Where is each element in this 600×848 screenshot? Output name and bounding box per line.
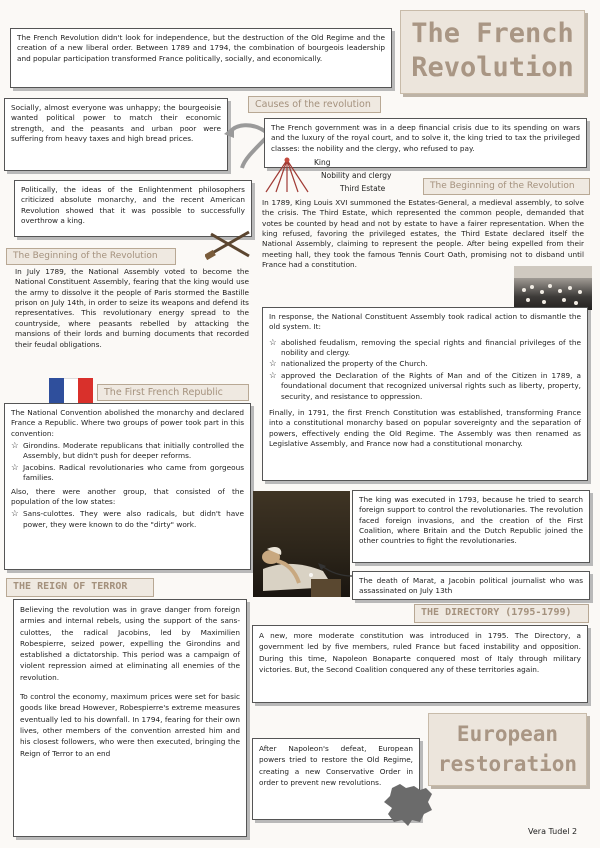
republic-sans: [11, 509, 244, 530]
main-title-line2: Revolution: [411, 52, 574, 83]
social-box: [4, 98, 228, 171]
terror-p1: Believing the revolution was in grave danger from foreign armies and internal rebels, using the support of the sans-culottes, the radical Jacobins, led by Maximilien Robespierre, seized power, expelling the Girondins and established a dictatorship. This period was a campaign of violent repression aimed at eliminating all enemies of the revolution.: [20, 605, 240, 682]
europe-map-icon: [380, 780, 436, 828]
republic-also: Also, there were another group, that consisted of the population of the low states:: [11, 486, 244, 506]
social-text: Socially, almost everyone was unhappy; the bourgeoisie wanted political power to match their economic strength, and the peasants and urban poor were suffering from heavy taxes and high bread prices.: [11, 103, 221, 144]
republic-box: [4, 403, 251, 570]
crossed-muskets-icon: [205, 228, 253, 260]
political-text: Politically, the ideas of the Enlightenment philosophers criticized absolute monarchy, and the recent American Revolution showed that it was possible to successfully overthrow a king.: [21, 185, 245, 226]
constituent-item: ☆ approved the Declaration of the Rights of Man and of the Citizen in 1789, a foundational document that recognized universal rights such as liberty, property, security, and resistance to oppression.: [269, 371, 581, 402]
intro-text: The French Revolution didn't look for independence, but the destruction of the Old Regime and the creation of a new liberal order. Between 1789 and 1794, the combination of bourgeois leadership and popular participation transformed France politically, socially, and economically.: [17, 33, 385, 63]
constituent-final: Finally, in 1791, the first French Constitution was established, transforming France into a constitutional monarchy based on popular sovereignty and the separation of powers, effectively ending the Old Regime. The Assembly was then renamed as Legislative Assembly, and France now had a constitutional monarchy.: [269, 407, 581, 448]
constituent-box: [262, 307, 588, 481]
republic-group: ☆ Girondins. Moderate republicans that initially controlled the Assembly, but didn't push for deeper reforms.: [11, 441, 244, 462]
beginning-right-heading: The Beginning of the Revolution: [423, 178, 590, 195]
republic-sans-item: ☆ Sans-culottes. They were also radicals, but didn't have power, they were known to do the "dirty" work.: [11, 509, 244, 530]
king-executed-text: The king was executed in 1793, because he tried to search foreign support to control the revolutionaries. The revolution faced foreign invasions, and the creation of the First Coalition, where Britain and the Dutch Republic joined the other countries to fight the revolutionaries.: [359, 495, 583, 546]
estate-nobility: Nobility and clergy: [321, 171, 392, 180]
constituent-list: [269, 338, 581, 402]
estate-king: King: [314, 158, 331, 167]
beginning-right-text: In 1789, King Louis XVI summoned the Estates-General, a medieval assembly, to solve the crisis. The Third Estate, which represented the common people, demanded that votes be counted by head and not by estate to have a fairer representation. When the king refused, favoring the privileged estates, the Third Estate declared itself the National Assembly, claiming to represent the people. After being expelled from their meeting hall, they took the famous Tennis Court Oath, promising not to disband until France had a constitution.: [262, 198, 584, 270]
french-flag-icon: [49, 378, 93, 406]
terror-p2: To control the economy, maximum prices were set for basic goods like bread However, Robespierre's extreme measures eventually led to his downfall. In 1794, fearing for their own lives, other members of the convention arrested him and his closest followers, who were then executed, bringing the Reign of Terror to an end: [20, 692, 240, 758]
king-executed-box: [352, 490, 590, 563]
directory-heading: THE DIRECTORY (1795-1799): [414, 604, 589, 623]
marat-caption-box: [352, 571, 590, 600]
estates-pyramid-icon: [262, 156, 312, 196]
beginning-left-text: In July 1789, the National Assembly voted to become the National Constituent Assembly, fearing that the king would use the army to dissolve it the people of Paris stormed the Bastille prison on July 14th, in order to seize its weapons and defend its representatives. This revolutionary energy spread to the countryside, where peasants rebelled by attacking the mansions of their lords and burning documents that recorded their feudal obligations.: [15, 267, 249, 349]
causes-text: The French government was in a deep financial crisis due to its spending on wars and the luxury of the royal court, and to solve it, the king tried to tax the privileged classes: the nobility and the clergy, who refused to pay.: [271, 123, 580, 153]
european-text: After Napoleon's defeat, European powers tried to restore the Old Regime, creating a new Conservative Order in order to prevent new revolutions.: [259, 744, 413, 787]
european-title-line1: European: [456, 722, 559, 746]
causes-heading: Causes of the revolution: [248, 96, 381, 113]
arrow-icon: [314, 560, 354, 582]
causes-box: [264, 118, 587, 168]
marat-caption: The death of Marat, a Jacobin political journalist who was assassinated on July 13th: [359, 576, 583, 596]
constituent-item: ☆ abolished feudalism, removing the special rights and financial privileges of the nobility and clergy.: [269, 338, 581, 359]
directory-text: A new, more moderate constitution was introduced in 1795. The Directory, a government led by five members, ruled France but faced instability and opposition. During this time, Napoleon Bonaparte conquered most of Italy through military victories. But, the Second Coalition conquered any of these territories again.: [259, 631, 581, 674]
directory-box: [252, 625, 588, 703]
european-title-line2: restoration: [437, 752, 578, 776]
author-signature: Vera Tudel 2: [528, 827, 578, 836]
republic-intro: The National Convention abolished the monarchy and declared France a Republic. Where two groups of power took part in this convention:: [11, 408, 244, 438]
main-title-line1: The French: [411, 18, 574, 49]
estate-third: Third Estate: [340, 184, 386, 193]
intro-box: [10, 28, 392, 88]
terror-heading: THE REIGN OF TERROR: [6, 578, 154, 597]
republic-group: ☆ Jacobins. Radical revolutionaries who came from gorgeous families.: [11, 463, 244, 484]
republic-groups: [11, 441, 244, 483]
terror-box: [13, 599, 247, 837]
main-title: [400, 10, 585, 94]
european-title: [428, 713, 587, 786]
republic-heading: The First French Republic: [97, 384, 249, 401]
constituent-item: ☆ nationalized the property of the Church.: [269, 359, 581, 369]
beginning-left-heading: The Beginning of the Revolution: [6, 248, 176, 265]
tennis-court-oath-image: [514, 266, 592, 310]
constituent-intro: In response, the National Constituent Assembly took radical action to dismantle the old system. It:: [269, 312, 581, 332]
